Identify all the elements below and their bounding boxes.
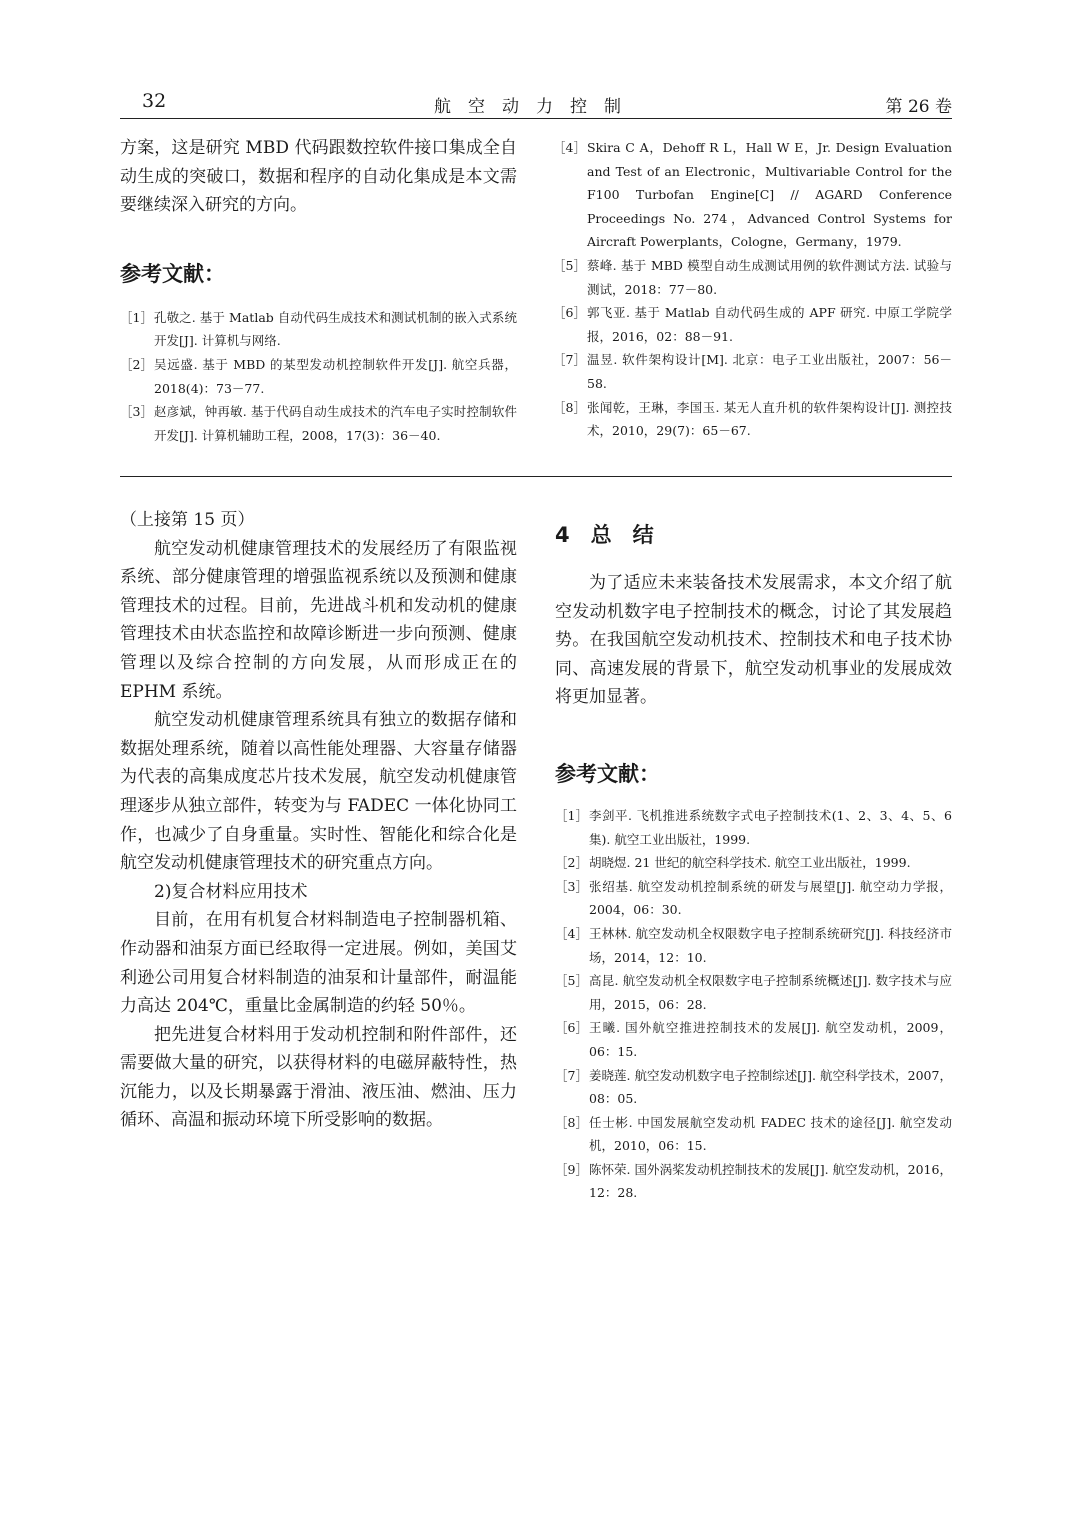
reference-item: ［8］ 任士彬. 中国发展航空发动机 FADEC 技术的途径[J]. 航空发动机，2010，06：15. — [555, 1114, 952, 1154]
continued-note: （上接第 15 页） — [120, 510, 255, 530]
volume-label: 第 26 卷 — [885, 97, 952, 117]
reference-item: ［5］ 蔡峰. 基于 MBD 模型自动生成测试用例的软件测试方法. 试验与测试，2018：77－80. — [553, 257, 952, 297]
section-heading: 4 总 结 — [555, 523, 654, 547]
body-paragraph: 航空发动机健康管理系统具有独立的数据存储和数据处理系统，随着以高性能处理器、大容量存储器为代表的高集成度芯片技术发展，航空发动机健康管理逐步从独立部件，转变为与 FADEC 一体化协同工作，也减少了自身重量。实时性、智能化和综合化是航空发动机健康管理技术的研究重点方向。 — [120, 710, 517, 874]
reference-item: ［3］ 张绍基. 航空发动机控制系统的研发与展望[J]. 航空动力学报，2004，06：30. — [555, 878, 952, 918]
subsection-title: 2)复合材料应用技术 — [154, 881, 308, 902]
reference-item: ［6］ 王曦. 国外航空推进控制技术的发展[J]. 航空发动机，2009，06：15. — [555, 1020, 952, 1059]
reference-item: ［7］ 姜晓莲. 航空发动机数字电子控制综述[J]. 航空科学技术，2007，08：05. — [555, 1067, 952, 1107]
bottom-left-column — [120, 506, 517, 1135]
reference-list — [120, 306, 517, 448]
page-number: 32 — [142, 90, 167, 112]
reference-item: ［8］ 张闻乾，王琳，李国玉. 某无人直升机的软件架构设计[J]. 测控技术，2010，29(7)：65－67. — [553, 399, 952, 439]
reference-item: ［4］ 王林林. 航空发动机全权限数字电子控制系统研究[J]. 科技经济市场，2014，12：10. — [555, 925, 952, 965]
reference-item: ［2］ 吴远盛. 基于 MBD 的某型发动机控制软件开发[J]. 航空兵器，2018(4)：73－77. — [120, 356, 517, 396]
reference-item: ［1］ 李剑平. 飞机推进系统数字式电子控制技术(1、2、3、4、5、6集). 航空工业出版社，1999. — [555, 807, 952, 847]
reference-item: ［2］ 胡晓煜. 21 世纪的航空科学技术. 航空工业出版社，1999. — [555, 855, 911, 871]
references-heading: 参考文献： — [120, 261, 225, 286]
reference-list — [553, 136, 952, 443]
body-paragraph: 目前，在用有机复合材料制造电子控制器机箱、作动器和油泵方面已经取得一定进展。例如，美国艾利逊公司用复合材料制造的油泵和计量部件，耐温能力高达 204℃，重量比金属制造的约轻 50％。 — [120, 910, 517, 1017]
running-header — [120, 90, 952, 116]
journal-title: 航空动力控制 — [434, 97, 638, 117]
reference-item: ［3］ 赵彦斌，钟再敏. 基于代码自动生成技术的汽车电子实时控制软件开发[J]. 计算机辅助工程，2008，17(3)：36－40. — [120, 404, 517, 443]
summary-paragraph: 为了适应未来装备技术发展需求，本文介绍了航空发动机数字电子控制技术的概念，讨论了其发展趋势。在我国航空发动机技术、控制技术和电子技术协同、高速发展的背景下，航空发动机事业的发展成效将更加显著。 — [555, 573, 952, 708]
header-rule — [120, 118, 952, 119]
body-paragraph: 把先进复合材料用于发动机控制和附件部件，还需要做大量的研究，以获得材料的电磁屏蔽特性，热沉能力，以及长期暴露于滑油、液压油、燃油、压力循环、高温和振动环境下所受影响的数据。 — [120, 1024, 517, 1131]
reference-item: ［1］ 孔敬之. 基于 Matlab 自动代码生成技术和测试机制的嵌入式系统开发[J]. 计算机与网络. — [120, 309, 517, 349]
top-right-column — [553, 136, 952, 443]
reference-item: ［7］ 温昱. 软件架构设计[M]. 北京：电子工业出版社，2007：56－58. — [553, 352, 952, 391]
reference-item: ［6］ 郭飞亚. 基于 Matlab 自动代码生成的 APF 研究. 中原工学院学报，2016，02：88－91. — [553, 305, 952, 344]
reference-item: ［5］ 高昆. 航空发动机全权限数字电子控制系统概述[J]. 数字技术与应用，2015，06：28. — [555, 973, 952, 1012]
bottom-right-column — [555, 519, 952, 1205]
body-paragraph: 航空发动机健康管理技术的发展经历了有限监视系统、部分健康管理的增强监视系统以及预测和健康管理技术的过程。目前，先进战斗机和发动机的健康管理技术由状态监控和故障诊断进一步向预测、健康管理以及综合控制的方向发展，从而形成正在的 EPHM 系统。 — [120, 538, 517, 702]
references-heading: 参考文献： — [555, 761, 660, 786]
reference-item: ［9］ 陈怀荣. 国外涡桨发动机控制技术的发展[J]. 航空发动机，2016，12：28. — [555, 1161, 952, 1201]
top-left-column — [120, 134, 517, 447]
reference-list — [555, 804, 952, 1205]
reference-item: ［4］ Skira C A，Dehoff R L，Hall W E，Jr. Design Evaluation and Test of an Electronic，Multivariable Control for the F100 Turbofan Engine[C] // AGARD Conference Proceedings No. 274，Advanced Control Systems for Aircraft Powerplants，Cologne，Germany，1979. — [553, 140, 952, 250]
conclusion-paragraph: 方案，这是研究 MBD 代码跟数控软件接口集成全自动生成的突破口，数据和程序的自动化集成是本文需要继续深入研究的方向。 — [120, 138, 517, 216]
article-separator-rule — [120, 476, 952, 477]
